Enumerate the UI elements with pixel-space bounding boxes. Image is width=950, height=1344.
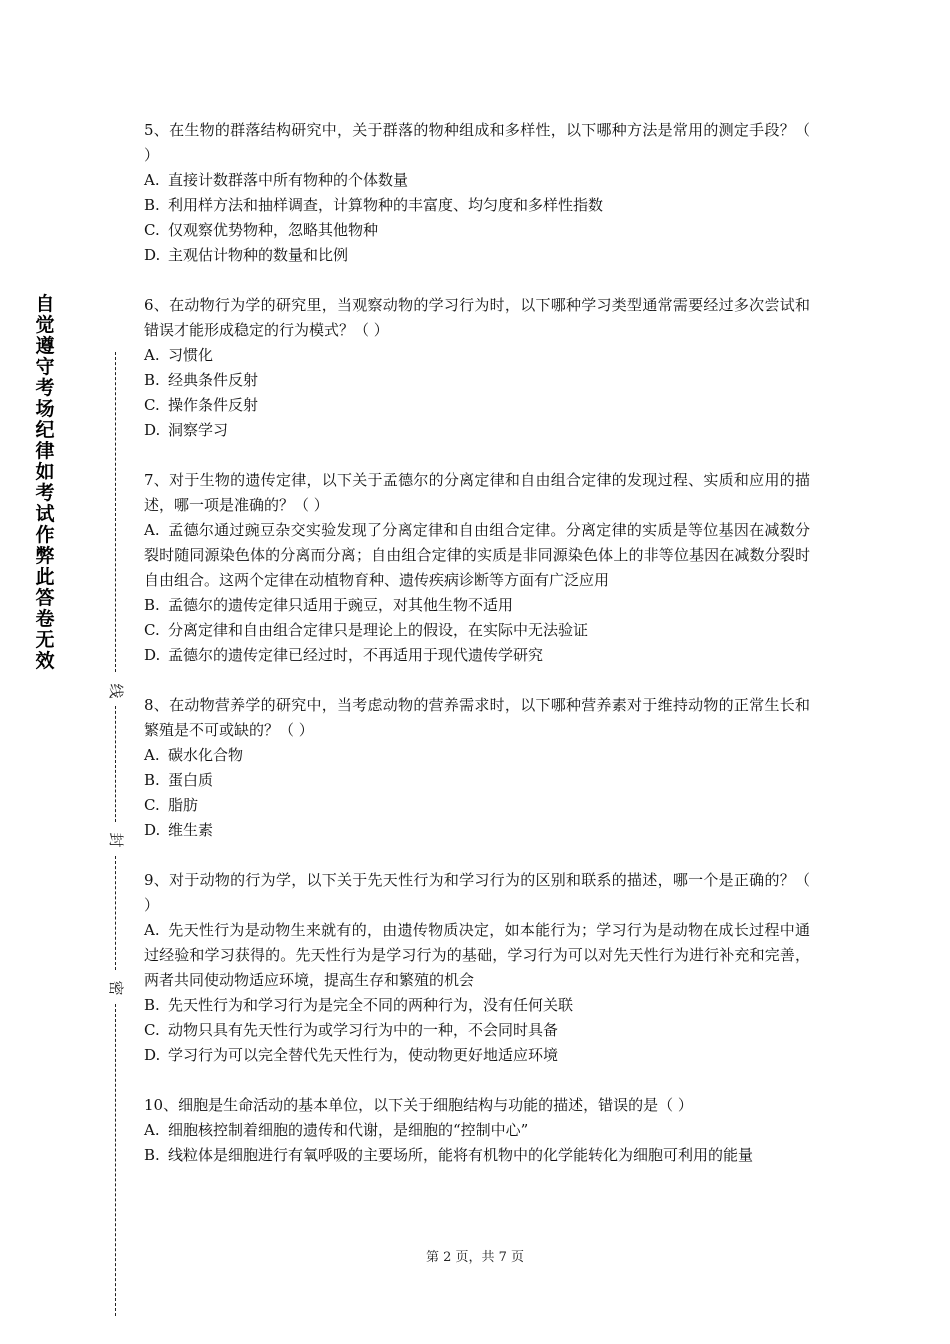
binding-mark-secret: 密 bbox=[107, 980, 125, 996]
option-c: C. 仅观察优势物种，忽略其他物种 bbox=[144, 221, 379, 239]
question-6 bbox=[144, 293, 810, 443]
option-b: B. 先天性行为和学习行为是完全不同的两种行为，没有任何关联 bbox=[144, 996, 574, 1014]
option-b: B. 线粒体是细胞进行有氧呼吸的主要场所，能将有机物中的化学能转化为细胞可利用的能量 bbox=[144, 1146, 754, 1164]
question-7 bbox=[144, 468, 810, 668]
question-8 bbox=[144, 693, 810, 843]
option-d: D. 学习行为可以完全替代先天性行为，使动物更好地适应环境 bbox=[144, 1046, 559, 1064]
question-9 bbox=[144, 868, 810, 1068]
binding-mark-line: 线 bbox=[107, 683, 125, 699]
option-a: A. 孟德尔通过豌豆杂交实验发现了分离定律和自由组合定律。分离定律的实质是等位基因在减数分裂时随同源染色体的分离而分离；自由组合定律的实质是非同源染色体上的非等位基因在减数分裂时自由组合。这两个定律在动植物育种、遗传疾病诊断等方面有广泛应用 bbox=[144, 521, 810, 589]
binding-dashed-line bbox=[115, 1004, 116, 1316]
question-stem: 6、在动物行为学的研究里，当观察动物的学习行为时，以下哪种学习类型通常需要经过多次尝试和错误才能形成稳定的行为模式？（ ） bbox=[144, 296, 810, 339]
question-stem: 7、对于生物的遗传定律，以下关于孟德尔的分离定律和自由组合定律的发现过程、实质和应用的描述，哪一项是准确的？（ ） bbox=[144, 471, 810, 514]
question-stem: 5、在生物的群落结构研究中，关于群落的物种组成和多样性，以下哪种方法是常用的测定手段？（ ） bbox=[144, 121, 810, 164]
question-5 bbox=[144, 118, 810, 268]
page-number: 第 2 页，共 7 页 bbox=[425, 1250, 525, 1265]
option-b: B. 利用样方法和抽样调查，计算物种的丰富度、均匀度和多样性指数 bbox=[144, 196, 604, 214]
option-c: C. 分离定律和自由组合定律只是理论上的假设，在实际中无法验证 bbox=[144, 621, 589, 639]
option-d: D. 孟德尔的遗传定律已经过时，不再适用于现代遗传学研究 bbox=[144, 646, 544, 664]
option-b: B. 蛋白质 bbox=[144, 771, 214, 789]
option-d: D. 洞察学习 bbox=[144, 421, 229, 439]
question-10 bbox=[144, 1093, 810, 1168]
option-d: D. 维生素 bbox=[144, 821, 214, 839]
question-stem: 10、细胞是生命活动的基本单位，以下关于细胞结构与功能的描述，错误的是（ ） bbox=[144, 1096, 693, 1114]
option-a: A. 细胞核控制着细胞的遗传和代谢，是细胞的“控制中心” bbox=[144, 1121, 529, 1139]
binding-dashed-line bbox=[115, 352, 116, 672]
question-stem: 9、对于动物的行为学，以下关于先天性行为和学习行为的区别和联系的描述，哪一个是正确的？（ ） bbox=[144, 871, 810, 914]
option-a: A. 先天性行为是动物生来就有的，由遗传物质决定，如本能行为；学习行为是动物在成长过程中通过经验和学习获得的。先天性行为是学习行为的基础，学习行为可以对先天性行为进行补充和完善，两者共同使动物适应环境，提高生存和繁殖的机会 bbox=[144, 921, 810, 989]
option-b: B. 经典条件反射 bbox=[144, 371, 259, 389]
option-a: A. 直接计数群落中所有物种的个体数量 bbox=[144, 171, 409, 189]
binding-mark-seal: 封 bbox=[107, 832, 125, 848]
option-b: B. 孟德尔的遗传定律只适用于豌豆，对其他生物不适用 bbox=[144, 596, 514, 614]
exam-discipline-notice: 自觉遵守考场纪律如考试作弊此答卷无效 bbox=[35, 293, 55, 672]
binding-dashed-line bbox=[115, 706, 116, 822]
question-stem: 8、在动物营养学的研究中，当考虑动物的营养需求时，以下哪种营养素对于维持动物的正常生长和繁殖是不可或缺的？（ ） bbox=[144, 696, 810, 739]
option-a: A. 碳水化合物 bbox=[144, 746, 244, 764]
option-c: C. 动物只具有先天性行为或学习行为中的一种，不会同时具备 bbox=[144, 1021, 559, 1039]
binding-dashed-line bbox=[115, 856, 116, 970]
option-c: C. 脂肪 bbox=[144, 796, 199, 814]
option-d: D. 主观估计物种的数量和比例 bbox=[144, 246, 349, 264]
question-list bbox=[144, 118, 810, 1193]
option-c: C. 操作条件反射 bbox=[144, 396, 259, 414]
option-a: A. 习惯化 bbox=[144, 346, 214, 364]
